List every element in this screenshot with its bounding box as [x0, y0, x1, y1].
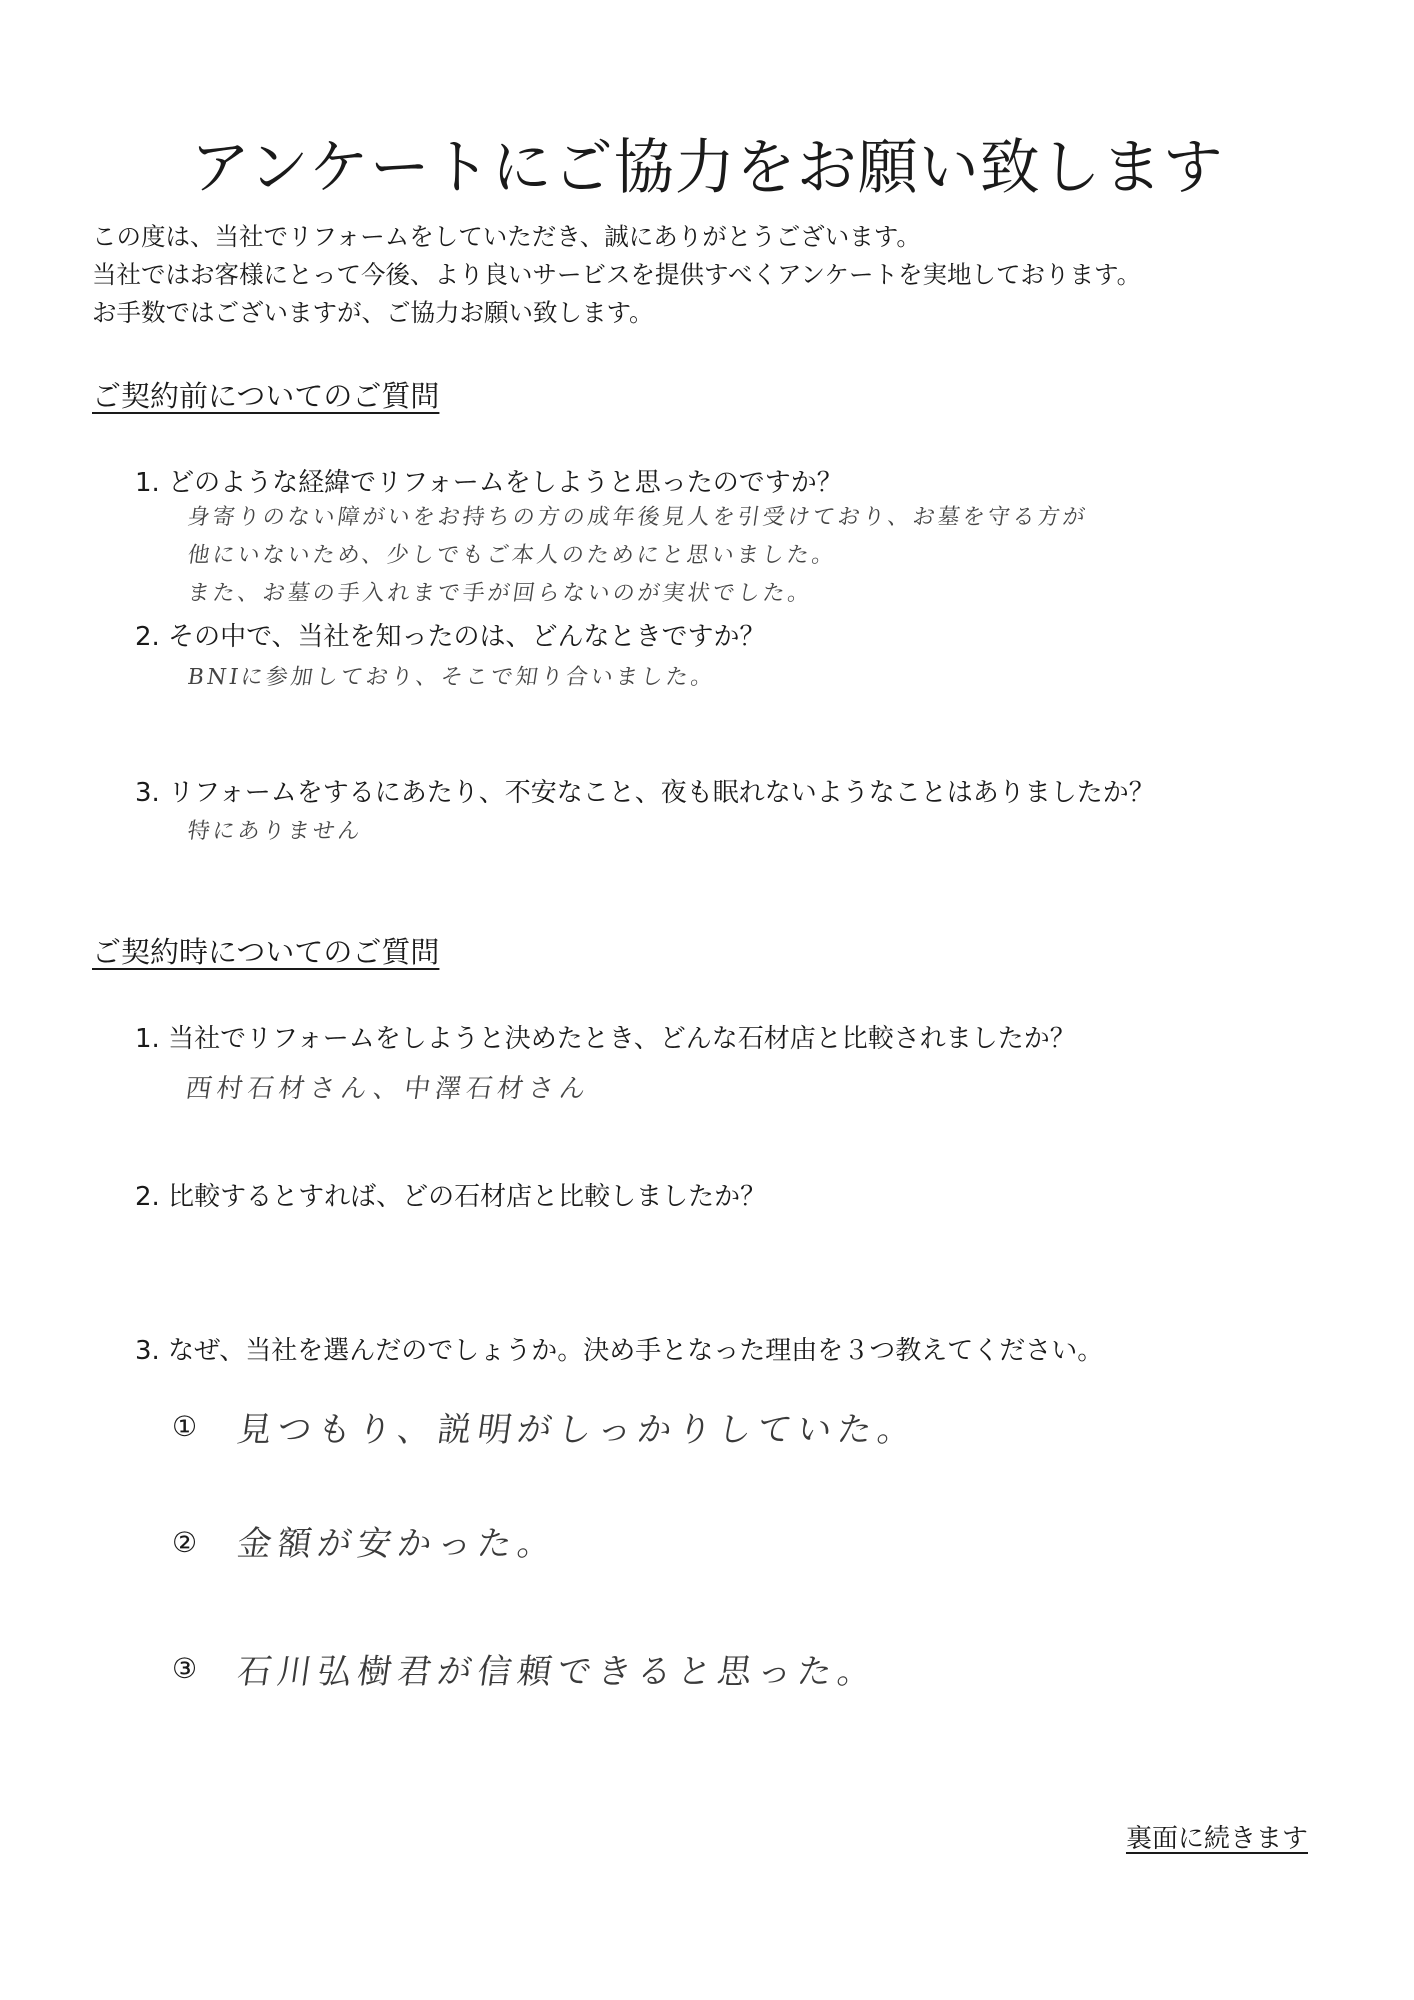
intro-line-2: 当社ではお客様にとって今後、より良いサービスを提供すべくアンケートを実地しております。 — [92, 260, 1142, 289]
reason-text-2: 金額が安かった。 — [234, 1524, 561, 1564]
answer-at-1: 西村石材さん、中澤石材さん — [183, 1074, 593, 1104]
page-title: アンケートにご協力をお願い致します — [190, 133, 1224, 203]
question-at-2: 2. 比較するとすれば、どの石材店と比較しましたか？ — [135, 1182, 767, 1212]
reason-marker-1: ① — [172, 1410, 198, 1443]
question-before-2: 2. その中で、当社を知ったのは、どんなときですか？ — [135, 622, 766, 652]
reason-marker-2: ② — [172, 1526, 198, 1559]
continued-on-back-note: 裏面に続きます — [1125, 1824, 1308, 1854]
reason-text-1: 見つもり、説明がしっかりしていた。 — [234, 1410, 921, 1450]
question-before-1: 1. どのような経緯でリフォームをしようと思ったのですか？ — [135, 468, 843, 498]
section-heading-at-contract: ご契約時についてのご質問 — [92, 935, 440, 969]
answer-before-1-line-1: 身寄りのない障がいをお持ちの方の成年後見人を引受けており、お墓を守る方が — [185, 505, 1090, 530]
intro-line-3: お手数ではございますが、ご協力お願い致します。 — [92, 298, 654, 327]
answer-before-3: 特にありません — [185, 819, 365, 844]
question-before-3: 3. リフォームをするにあたり、不安なこと、夜も眠れないようなことはありましたか？ — [135, 778, 1155, 808]
answer-before-2: BNIに参加しており、そこで知り合いました。 — [185, 665, 718, 690]
reason-marker-3: ③ — [172, 1652, 198, 1685]
intro-line-1: この度は、当社でリフォームをしていただき、誠にありがとうございます。 — [92, 222, 921, 251]
answer-before-1-line-3: また、お墓の手入れまで手が回らないのが実状でした。 — [185, 581, 815, 606]
reason-text-3: 石川弘樹君が信頼できると思った。 — [234, 1652, 881, 1692]
answer-before-1-line-2: 他にいないため、少しでもご本人のためにと思いました。 — [185, 543, 839, 568]
question-at-3: 3. なぜ、当社を選んだのでしょうか。決め手となった理由を３つ教えてください。 — [135, 1336, 1104, 1366]
section-heading-before-contract: ご契約前についてのご質問 — [92, 379, 440, 413]
question-at-1: 1. 当社でリフォームをしようと決めたとき、どんな石材店と比較されましたか？ — [135, 1024, 1076, 1054]
